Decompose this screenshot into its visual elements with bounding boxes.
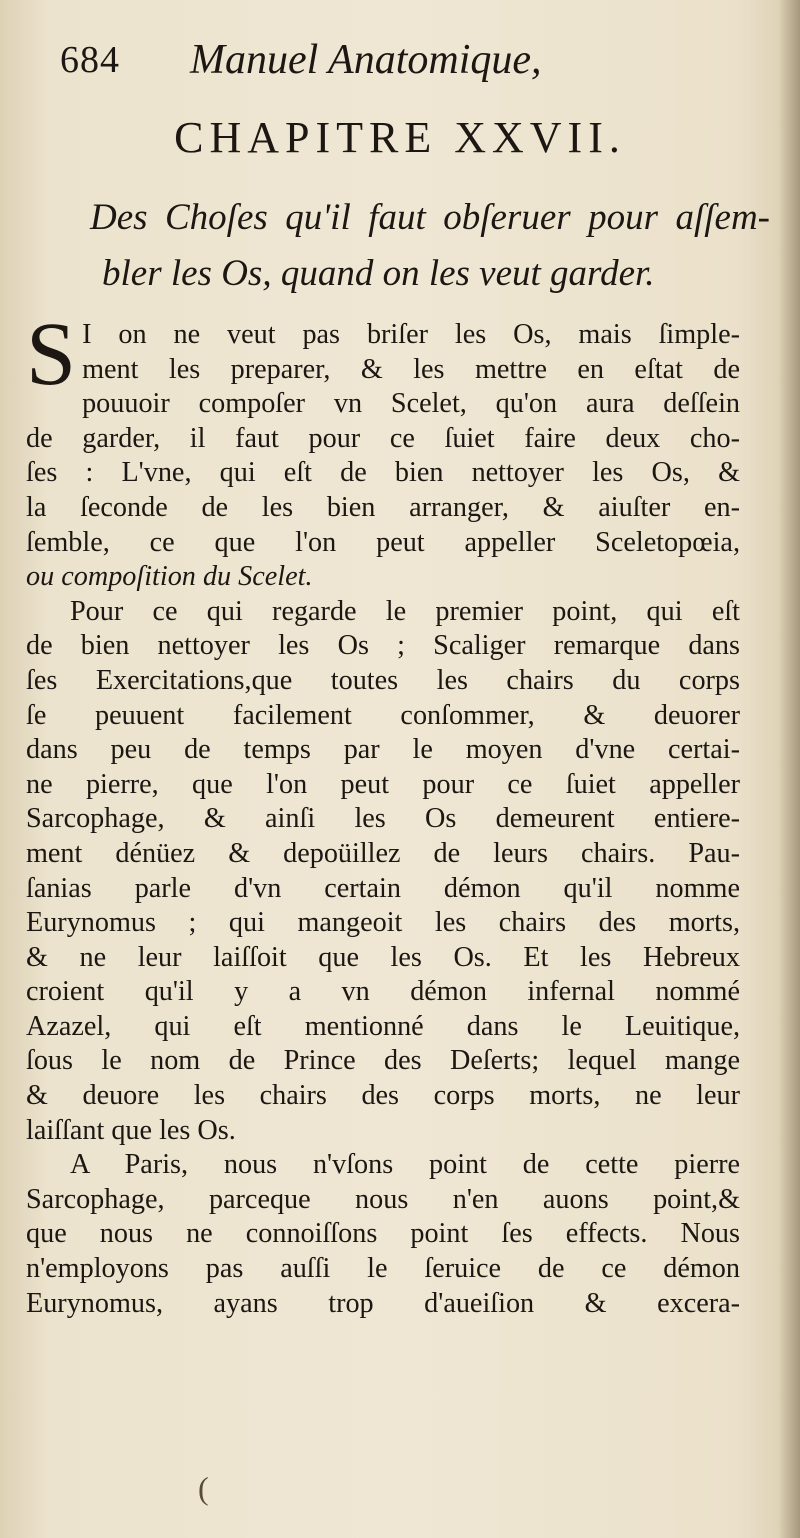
text-line: ment les preparer, & les mettre en eſtat de: [82, 353, 740, 385]
text-line: Sarcophage, & ainſi les Os demeurent entiere-: [26, 803, 740, 835]
text-line: Eurynomus ; qui mangeoit les chairs des morts,: [26, 907, 740, 939]
text-line: ſes : L'vne, qui eſt de bien nettoyer les Os, &: [26, 457, 740, 489]
page-edge-shadow: [778, 0, 800, 1538]
text-line: Azazel, qui eſt mentionné dans le Leuitique,: [26, 1010, 740, 1042]
body-text: [26, 305, 740, 1321]
text-line: ou compoſition du Scelet.: [26, 561, 313, 593]
text-line: de bien nettoyer les Os ; Scaliger remarque dans: [26, 630, 740, 662]
text-line: Sarcophage, parceque nous n'en auons point,&: [26, 1183, 740, 1215]
paragraph: [26, 595, 740, 1149]
text-line: ſes Exercitations,que toutes les chairs du corps: [26, 664, 740, 696]
running-title: Manuel Anatomique,: [190, 37, 542, 83]
subtitle-line: Des Choſes qu'il faut obſeruer pour aſſem-: [90, 197, 770, 238]
text-line: & deuore les chairs des corps morts, ne leur: [26, 1080, 740, 1112]
text-line: ne pierre, que l'on peut pour ce ſuiet appeller: [26, 768, 740, 800]
text-line: ment dénüez & depoüillez de leurs chairs. Pau-: [26, 837, 740, 869]
paragraph: [26, 1148, 740, 1321]
text-line: Pour ce qui regarde le premier point, qui eſt: [70, 595, 740, 627]
footer-mark: (: [198, 1470, 209, 1506]
text-line: ſous le nom de Prince des Deſerts; lequel mange: [26, 1045, 740, 1077]
subtitle-line: bler les Os, quand on les veut garder.: [102, 253, 655, 294]
text-line: ſemble, ce que l'on peut appeller Sceletopœia,: [26, 526, 740, 558]
text-line: croient qu'il y a vn démon infernal nommé: [26, 976, 740, 1008]
text-line: laiſſant que les Os.: [26, 1114, 236, 1146]
paragraph: [26, 305, 740, 595]
chapter-heading: CHAPITRE XXVII.: [174, 113, 626, 162]
text-line: dans peu de temps par le moyen d'vne certai-: [26, 734, 740, 766]
text-line: ſanias parle d'vn certain démon qu'il nomme: [26, 872, 740, 904]
chapter-subtitle: [90, 190, 770, 302]
drop-cap: S: [26, 305, 77, 404]
text-line: pouuoir compoſer vn Scelet, qu'on aura deſſein: [82, 388, 740, 420]
text-line: Eurynomus, ayans trop d'aueiſion & excera-: [26, 1287, 740, 1319]
text-line: A Paris, nous n'vſons point de cette pierre: [70, 1149, 740, 1181]
text-line: ſe peuuent facilement conſommer, & deuorer: [26, 699, 740, 731]
running-head: [60, 38, 740, 98]
text-line: la ſeconde de les bien arranger, & aiuſter en-: [26, 491, 740, 523]
text-line: que nous ne connoiſſons point ſes effects. Nous: [26, 1218, 740, 1250]
text-line: n'employons pas auſſi le ſeruice de ce démon: [26, 1253, 740, 1285]
page-number: 684: [60, 39, 120, 81]
text-line: & ne leur laiſſoit que les Os. Et les Hebreux: [26, 941, 740, 973]
text-line: de garder, il faut pour ce ſuiet faire deux cho-: [26, 422, 740, 454]
text-line: I on ne veut pas briſer les Os, mais ſimple-: [82, 319, 740, 350]
